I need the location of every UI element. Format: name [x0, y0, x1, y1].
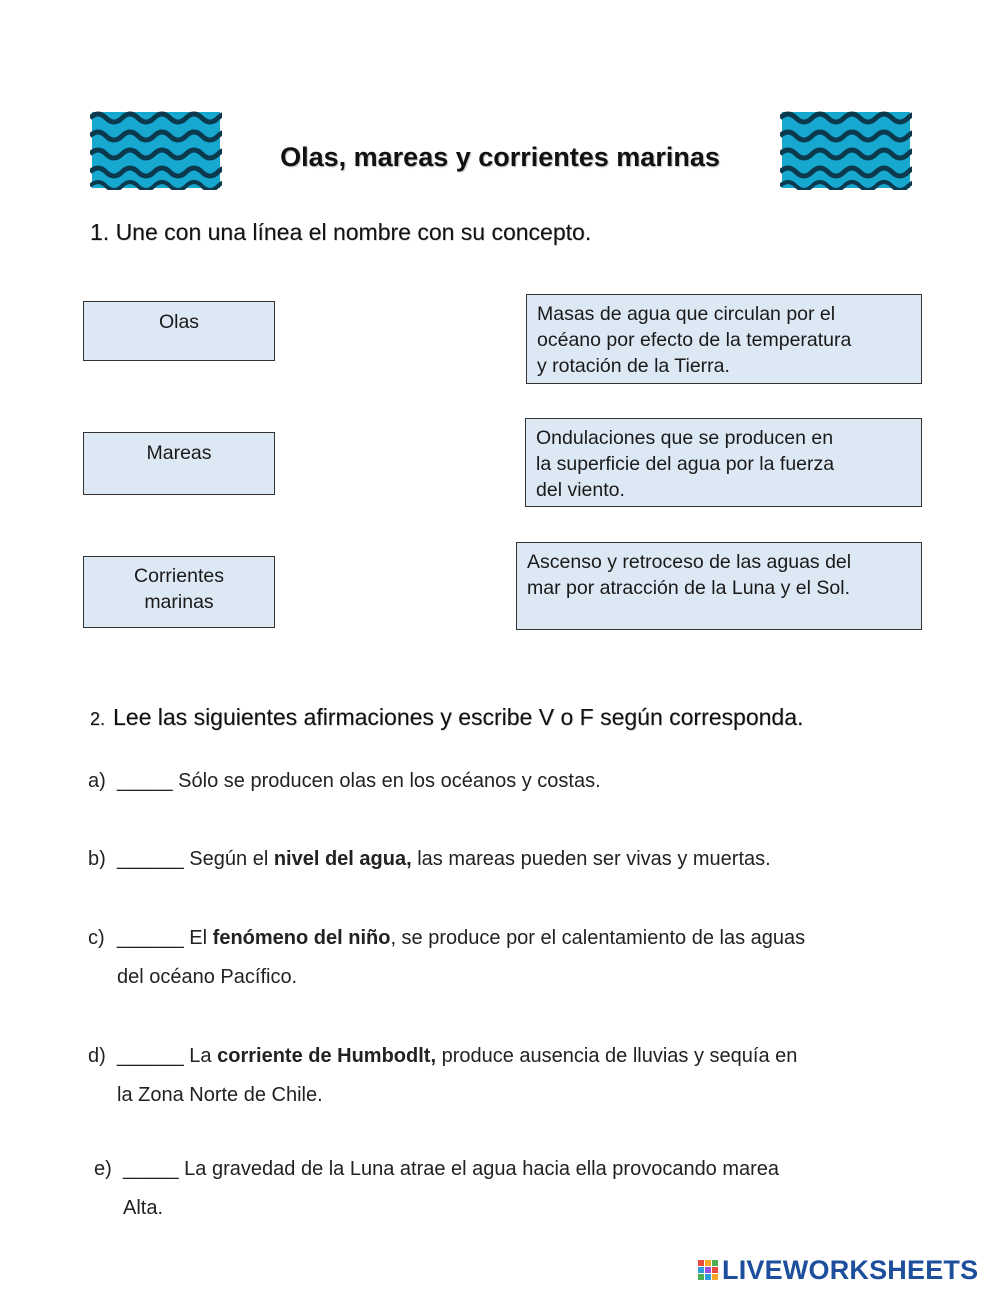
- statement-label: a): [88, 770, 106, 792]
- concept-line: la superficie del agua por la fuerza: [536, 453, 835, 475]
- answer-blank[interactable]: ______: [117, 848, 184, 870]
- statement-text: Según el: [183, 848, 274, 870]
- concept-box-mareas[interactable]: [516, 542, 922, 630]
- question-2-instruction: [90, 704, 803, 731]
- statement-label: b): [88, 848, 106, 870]
- statement-text: Sólo se producen olas en los océanos y costas.: [172, 770, 601, 792]
- term-box-olas[interactable]: [83, 301, 275, 361]
- statement-text: las mareas pueden ser vivas y muertas.: [411, 848, 771, 870]
- statement-label: e): [94, 1158, 112, 1180]
- concept-box-corrientes[interactable]: [526, 294, 922, 384]
- statement-continuation: del océano Pacífico.: [117, 966, 298, 988]
- liveworksheets-brand[interactable]: [697, 1254, 978, 1286]
- term-box-mareas[interactable]: [83, 432, 275, 495]
- statement-a: [88, 762, 601, 801]
- answer-blank[interactable]: _____: [117, 770, 173, 792]
- statement-e: [94, 1150, 779, 1228]
- answer-blank[interactable]: ______: [117, 927, 184, 949]
- statement-label: c): [88, 927, 105, 949]
- liveworksheets-logo-icon: [697, 1259, 719, 1281]
- concept-box-olas[interactable]: [525, 418, 922, 507]
- concept-line: y rotación de la Tierra.: [537, 355, 730, 377]
- statement-d: [88, 1037, 797, 1115]
- concept-line: Masas de agua que circulan por el: [537, 303, 836, 325]
- concept-line: mar por atracción de la Luna y el Sol.: [527, 577, 851, 599]
- statement-text: La: [183, 1045, 218, 1067]
- statement-bold-text: fenómeno del niño: [212, 927, 391, 949]
- statement-label: d): [88, 1045, 106, 1067]
- question-text: Lee las siguientes afirmaciones y escribe V o F según corresponda.: [113, 704, 804, 730]
- statement-bold-text: corriente de Humbodlt,: [217, 1045, 437, 1067]
- statement-b: [88, 840, 771, 879]
- concept-line: océano por efecto de la temperatura: [537, 329, 852, 351]
- concept-line: del viento.: [536, 479, 625, 501]
- statement-continuation: Alta.: [123, 1197, 164, 1219]
- answer-blank[interactable]: ______: [117, 1045, 184, 1067]
- statement-continuation: la Zona Norte de Chile.: [117, 1084, 323, 1106]
- question-number: 2.: [90, 709, 106, 729]
- statement-c: [88, 919, 805, 997]
- concept-line: Ascenso y retroceso de las aguas del: [527, 551, 852, 573]
- statement-text: , se produce por el calentamiento de las aguas: [390, 927, 806, 949]
- term-label: Mareas: [146, 442, 212, 464]
- statement-text: produce ausencia de lluvias y sequía en: [436, 1045, 798, 1067]
- worksheet-title: Olas, mareas y corrientes marinas: [280, 142, 720, 172]
- answer-blank[interactable]: _____: [123, 1158, 179, 1180]
- term-box-corrientes-marinas[interactable]: [83, 556, 275, 628]
- term-label: Corrientes: [134, 565, 224, 587]
- brand-name: LIVEWORKSHEETS: [722, 1254, 979, 1285]
- ocean-waves-icon: [780, 110, 912, 190]
- term-label: Olas: [158, 311, 200, 333]
- statement-text: El: [183, 927, 213, 949]
- term-label: marinas: [144, 591, 214, 613]
- concept-line: Ondulaciones que se producen en: [536, 427, 834, 449]
- statement-bold-text: nivel del agua,: [273, 848, 412, 870]
- statement-text: La gravedad de la Luna atrae el agua hacia ella provocando marea: [178, 1158, 780, 1180]
- question-1-instruction: 1. Une con una línea el nombre con su concepto.: [90, 219, 592, 245]
